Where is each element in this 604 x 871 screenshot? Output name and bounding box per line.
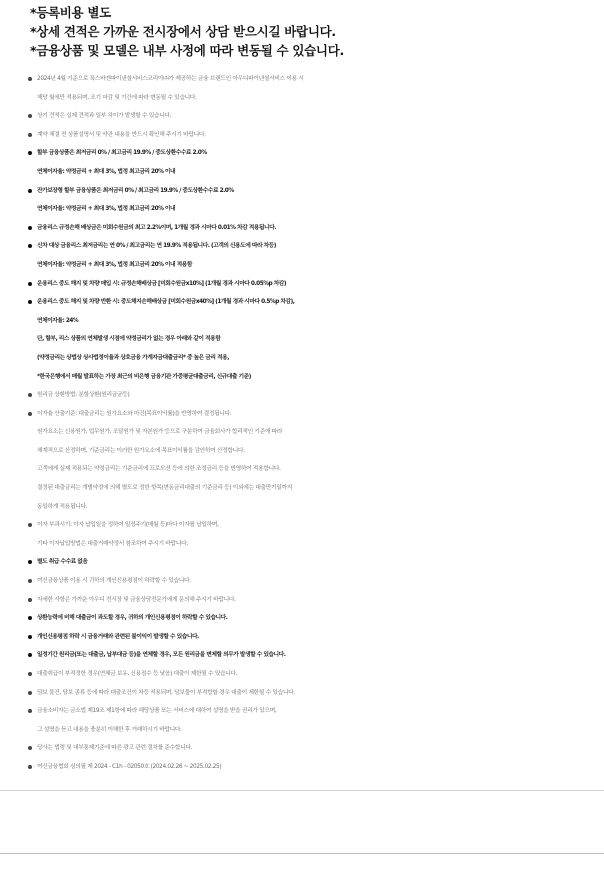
list-item bbox=[28, 386, 598, 405]
finance-notes-list bbox=[28, 70, 598, 777]
note-text: 할부 금융상품은 최저금리 0% / 최고금리 19.9% / 중도상환수수료 2.0% bbox=[37, 150, 207, 157]
list-item bbox=[28, 293, 598, 386]
bullet-icon bbox=[28, 635, 32, 639]
note-text: 2024년 4월 기준으로 폭스바겐파이낸셜서비스코리아㈜가 제공하는 금융 브랜드인 아우디파이낸셜서비스 이용 시 bbox=[37, 76, 304, 82]
bullet-icon bbox=[28, 77, 32, 81]
note-text: 운용리스 중도 해지 및 차량 반환 시: 중도해지손해배상금 [미회수원금x40%] (1개월 경과 시마다 0.5%p 차감), bbox=[37, 299, 295, 306]
bullet-icon bbox=[28, 300, 32, 304]
bullet-icon bbox=[28, 746, 32, 750]
note-text: 원가요소는 신용원가, 업무원가, 조달원가 및 자본원가 등으로 구분하여 금융회사가 합리적인 기준에 따라 bbox=[37, 429, 283, 436]
list-item bbox=[28, 684, 598, 703]
bullet-icon bbox=[28, 709, 32, 713]
bullet-icon bbox=[28, 226, 32, 230]
bullet-icon bbox=[28, 765, 32, 769]
list-item bbox=[28, 628, 598, 647]
list-item bbox=[28, 182, 598, 219]
list-item bbox=[28, 237, 598, 274]
bullet-icon bbox=[28, 412, 32, 416]
note-text: 동일하게 적용됩니다. bbox=[37, 503, 88, 510]
page-bottom-divider bbox=[0, 853, 604, 854]
note-text: 금융소비자는 금소법 제19조 제1항에 따라 해당상품 또는 서비스에 대하여 설명을 받을 권리가 있으며, bbox=[37, 708, 277, 715]
headline-registration-fee: *등록비용 별도 bbox=[30, 5, 111, 20]
note-text: 잔가보장형 할부 금융상품은 최저금리 0% / 최고금리 19.9% / 중도상환수수료 2.0% bbox=[37, 187, 234, 194]
list-item bbox=[28, 405, 598, 517]
note-text: 여신금융협회 심의필 제 2024 - C1h - 02050호 (2024.02.26 ~ 2025.02.25) bbox=[37, 763, 222, 770]
note-text: 단, 할부, 리스 상품의 연체발생 시점에 약정금리가 없는 경우 아래와 같이 적용함 bbox=[37, 336, 221, 343]
bullet-icon bbox=[28, 653, 32, 657]
note-text: 기타 이자납입방법은 대출거래약정서 참조하여 주시기 바랍니다. bbox=[37, 540, 188, 547]
note-text: 연체이자율: 약정금리 + 최대 3%, 법정 최고금리 20% 이내 bbox=[37, 168, 176, 175]
note-text: 상환능력에 비해 대출금이 과도할 경우, 귀하의 개인신용평점이 하락할 수 있습니다. bbox=[37, 615, 228, 622]
list-item bbox=[28, 107, 598, 126]
note-text: (약정금리는 상법상 상사법정이율과 상호금융 가계자금대출금리* 중 높은 금리 적용, bbox=[37, 354, 229, 361]
note-text: 고객에게 실제 적용되는 약정금리는 기준금리에 프로모션 등에 의한 조정금리 등을 반영하여 적용합니다. bbox=[37, 466, 281, 473]
note-text: 개인신용평점 하락 시 금융거래와 관련된 불이익이 발생할 수 있습니다. bbox=[37, 633, 199, 640]
bullet-icon bbox=[28, 616, 32, 620]
note-text: 체계적으로 산정하며, 기준금리는 이러한 원가요소에 목표이익률을 감안하여 산정합니다. bbox=[37, 447, 245, 454]
note-text: 대출취급이 부적정한 경우(연체금 보유, 신용점수 등 낮음) 대출이 제한될 수 있습니다. bbox=[37, 671, 238, 677]
bullet-icon bbox=[28, 579, 32, 583]
note-text: *한국은행에서 매월 발표하는 가장 최근의 비은행 금융기관 가중평균대출금리, 신규대출 기준) bbox=[37, 373, 251, 380]
note-text: 연체이자율: 24% bbox=[37, 317, 79, 324]
list-item bbox=[28, 126, 598, 145]
note-text: 금융리스 규정손해 배상금은 미회수원금의 최고 2.2%이며, 1개월 경과 시마다 0.01% 차감 적용됩니다. bbox=[37, 224, 276, 231]
note-text: 연체이자율: 약정금리 + 최대 3%, 법정 최고금리 20% 이내 bbox=[37, 206, 176, 213]
note-text: 자세한 사항은 가까운 아우디 전시장 및 금융상담전문가에게 문의해 주시기 바랍니다. bbox=[37, 596, 236, 603]
note-text: 상기 견적은 실제 견적과 일부 차이가 발생할 수 있습니다. bbox=[37, 113, 172, 120]
list-item bbox=[28, 219, 598, 238]
note-text: 일정기간 원리금(또는 대출금, 납부대금 등)을 연체할 경우, 모든 원리금을 변제할 의무가 발생할 수 있습니다. bbox=[37, 652, 286, 659]
list-item bbox=[28, 572, 598, 591]
note-text: 이자율 산출기준: 대출금리는 원가요소와 마진(목표이익률)을 반영하여 결정됩니다. bbox=[37, 410, 232, 417]
list-item bbox=[28, 591, 598, 610]
list-item bbox=[28, 665, 598, 684]
bullet-icon bbox=[28, 691, 32, 695]
bullet-icon bbox=[28, 598, 32, 602]
bullet-icon bbox=[28, 133, 32, 137]
list-item bbox=[28, 702, 598, 739]
note-text: 결정된 대출금리는 개별약정에 의해 별도로 정한 항목(변동금리대출의 기준금리 등) 이외에는 대출만기일까지 bbox=[37, 485, 292, 492]
list-item bbox=[28, 646, 598, 665]
note-text: 운용리스 중도 해지 및 차량 매입 시: 규정손해배상금 [미회수원금x10%] (1개월 경과 시마다 0.05%p 차감) bbox=[37, 280, 287, 287]
bullet-icon bbox=[28, 114, 32, 118]
bullet-icon bbox=[28, 282, 32, 286]
bullet-icon bbox=[28, 523, 32, 527]
bullet-icon bbox=[28, 393, 32, 397]
disclaimer-headlines bbox=[30, 3, 600, 60]
bullet-icon bbox=[28, 151, 32, 155]
bullet-icon bbox=[28, 189, 32, 193]
note-text: 해당 월에만 적용되며, 조기 마감 및 기간에 따라 변동될 수 있습니다. bbox=[37, 94, 197, 101]
bullet-icon bbox=[28, 560, 32, 564]
bullet-icon bbox=[28, 672, 32, 676]
list-item bbox=[28, 609, 598, 628]
note-text: 그 설명을 듣고 내용을 충분히 이해한 후 거래하시기 바랍니다. bbox=[37, 726, 182, 733]
note-text: 별도 취급 수수료 없음 bbox=[37, 559, 88, 566]
bullet-icon bbox=[28, 244, 32, 248]
note-text: 당사는 법령 및 내부통제기준에 따른 광고 관련 절차를 준수합니다. bbox=[37, 745, 193, 752]
list-item bbox=[28, 275, 598, 294]
footer-divider bbox=[0, 790, 604, 791]
note-text: 신차 대상 금융리스 최저금리는 연 0% / 최고금리는 연 19.9% 적용됩니다. (고객의 신용도에 따라 차등) bbox=[37, 243, 276, 250]
list-item bbox=[28, 758, 598, 777]
list-item bbox=[28, 553, 598, 572]
note-text: 이자 부과시기: 이자 납입일을 정하여 일정주기(매월 등)마다 이자를 납입하며, bbox=[37, 522, 219, 529]
note-text: 원리금 상환방법: 분할상환(원리금균등) bbox=[37, 392, 130, 399]
list-item bbox=[28, 144, 598, 181]
note-text: 담보 물건, 담보 종류 등에 따라 대출조건이 차등 적용되며, 담보물이 부적합할 경우 대출이 제한될 수 있습니다. bbox=[37, 689, 295, 696]
note-text: 여신금융상품 이용 시 귀하의 개인신용평점이 하락할 수 있습니다. bbox=[37, 578, 191, 585]
list-item bbox=[28, 70, 598, 107]
list-item bbox=[28, 516, 598, 553]
headline-subject-to-change: *금융상품 및 모델은 내부 사정에 따라 변동될 수 있습니다. bbox=[30, 43, 344, 58]
list-item bbox=[28, 739, 598, 758]
note-text: 계약 체결 전 상품설명서 및 약관 내용을 반드시 확인해 주시기 바랍니다. bbox=[37, 131, 206, 138]
note-text: 연체이자율: 약정금리 + 최대 3%, 법정 최고금리 20% 이내 적용함 bbox=[37, 261, 192, 268]
headline-consult-showroom: *상세 견적은 가까운 전시장에서 상담 받으시길 바랍니다. bbox=[30, 24, 336, 39]
